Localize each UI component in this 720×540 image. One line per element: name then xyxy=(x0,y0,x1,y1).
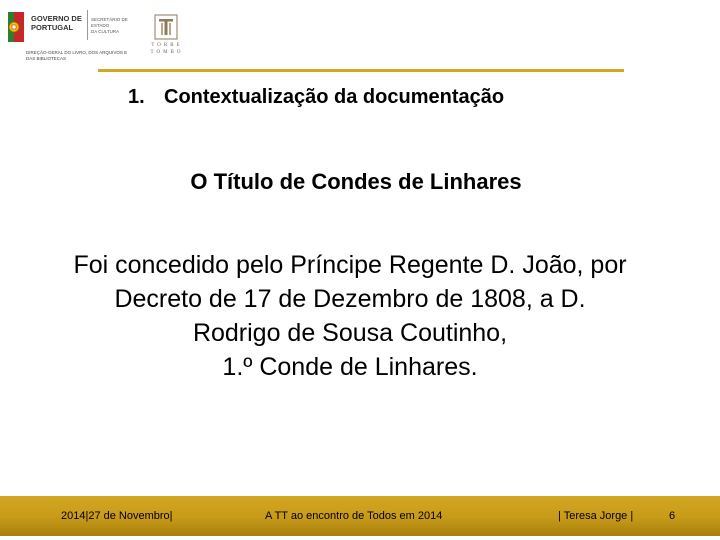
torre-do-tombo-icon xyxy=(154,14,178,40)
portugal-emblem-icon xyxy=(6,10,28,44)
tt-line1: TORRE xyxy=(151,43,183,48)
body-line: Foi concedido pelo Príncipe Regente D. João, por xyxy=(73,251,627,279)
section-heading xyxy=(128,86,688,109)
body-line: Decreto de 17 de Dezembro de 1808, a D. xyxy=(114,285,586,313)
governo-de-portugal-logo xyxy=(6,8,146,68)
directorate-label xyxy=(26,50,136,62)
gov-name-line1: GOVERNO DE xyxy=(31,14,82,23)
ministry-line1: SECRETÁRIO DE ESTADO xyxy=(91,17,128,28)
footer-date: 2014|27 de Novembro| xyxy=(61,510,173,522)
tt-line2: TOMBO xyxy=(150,50,184,55)
gov-name xyxy=(31,14,82,32)
footer-author: | Teresa Jorge | xyxy=(558,510,634,522)
page-number: 6 xyxy=(669,510,676,522)
body-paragraph xyxy=(20,248,680,384)
directorate-line2: DAS BIBLIOTECAS xyxy=(26,56,67,61)
torre-do-tombo-wordmark xyxy=(146,42,188,56)
ministry-line2: DA CULTURA xyxy=(91,29,120,34)
section-title: Contextualização da documentação xyxy=(164,86,505,108)
header-divider-line xyxy=(98,69,624,72)
footer-event: A TT ao encontro de Todos em 2014 xyxy=(265,510,443,522)
logo-divider xyxy=(87,10,88,40)
ministry-label xyxy=(91,17,141,35)
slide-header xyxy=(0,0,720,72)
slide-footer xyxy=(0,496,720,536)
document-title: O Título de Condes de Linhares xyxy=(190,169,522,194)
directorate-line1: DIREÇÃO-GERAL DO LIVRO, DOS ARQUIVOS E xyxy=(26,50,128,55)
torre-do-tombo-logo xyxy=(146,14,188,56)
section-number: 1. xyxy=(128,86,145,108)
body-line: 1.º Conde de Linhares. xyxy=(222,353,478,381)
gov-name-line2: PORTUGAL xyxy=(31,23,74,32)
body-line: Rodrigo de Sousa Coutinho, xyxy=(192,319,508,347)
